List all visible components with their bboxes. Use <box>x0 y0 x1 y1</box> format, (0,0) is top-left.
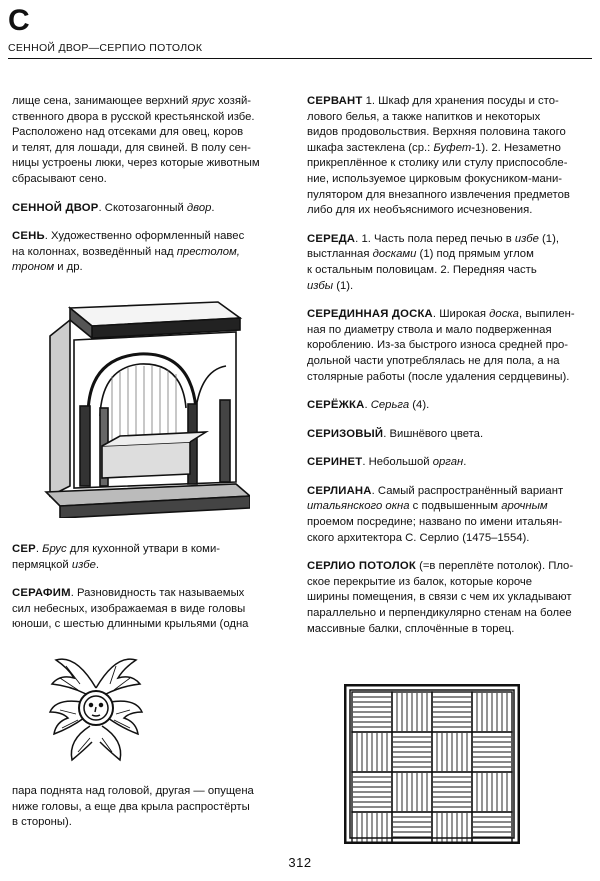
entry-sennoy-dvor: СЕННОЙ ДВОР. Скотозагонный двор. <box>12 201 215 214</box>
left-column-tail <box>12 784 296 844</box>
section-letter: С <box>8 4 30 37</box>
canopy-illustration <box>40 296 250 518</box>
entry-serezhka: СЕРЁЖКА. Серьга (4). <box>307 399 430 412</box>
entry-seredinnaya-doska: СЕРЕДИННАЯ ДОСКА. Широкая доска, выпилен- ная по диаметру ствола и мало подверженная короблению. Из-за быстрого износа средней про- дольной части употреблялась не для пола, а на столярные работы (после удаления сердцевины). <box>307 308 575 383</box>
running-title: СЕННОЙ ДВОР—СЕРПИО ПОТОЛОК <box>8 42 203 54</box>
entry-servant: СЕРВАНТ 1. Шкаф для хранения посуды и сто- лового белья, а также напитков и некоторых видов продовольствия. Верхняя половина такого шкафа застеклена (ср.: Буфет-1). 2. Незаметно прикреплённое к столику или стулу приспособле- ние, используемое цирковым фокусником-мани- пулятором для внезапного извлечения предметов либо для их необъяснимого исчезновения. <box>307 95 570 217</box>
left-column-lower <box>12 542 296 646</box>
ceiling-illustration <box>344 684 520 844</box>
entry-serizovy: СЕРИЗОВЫЙ. Вишнёвого цвета. <box>307 427 484 440</box>
entry-serinet: СЕРИНЕТ. Небольшой орган. <box>307 456 467 469</box>
entry-serlio-potolok: СЕРЛИО ПОТОЛОК (=в переплёте потолок). Пло- ское перекрытие из балок, которые короче ширины помещения, в связи с чем их укладывают параллельно и перпендикулярно стенам на более массивные балки, сплочённые в торец. <box>307 560 574 635</box>
page-number: 312 <box>288 855 312 870</box>
entry-serafim-continuation: пара поднята над головой, другая — опущена ниже головы, а еще два крыла распростёрты в стороны). <box>12 785 254 829</box>
right-column <box>307 94 591 650</box>
seraph-illustration <box>46 648 146 766</box>
header-rule <box>8 58 592 59</box>
entry-serliana: СЕРЛИАНА. Самый распространённый вариант итальянского окна с подвышенным арочным проемом посредине; названо по имени итальян- ского архитектора С. Серлио (1475–1554). <box>307 484 564 544</box>
left-column <box>12 94 296 289</box>
entry-ser: СЕР. Брус для кухонной утвари в коми- пермяцкой избе. <box>12 543 221 571</box>
entry-sereda: СЕРЕДА. 1. Часть пола перед печью в избе (1), выстланная досками (1) под прямым углом к остальным половицам. 2. Передняя часть избы (1). <box>307 232 559 292</box>
entry-sen: СЕНЬ. Художественно оформленный навес на колоннах, возведённый над престолом, троном и др. <box>12 230 245 274</box>
entry-serafim: СЕРАФИМ. Разновидность так называемых сил небесных, изображаемая в виде головы юноши, с шестью длинными крыльями (одна <box>12 587 249 631</box>
entry-continuation: лище сена, занимающее верхний ярус хозяй- ственного двора в русской крестьянской избе. Расположено над отсеками для овец, коров и телят, для лошади, для свиней. В полу сен- ницы устроены люки, через которые животным сбрасывают сено. <box>12 95 260 185</box>
